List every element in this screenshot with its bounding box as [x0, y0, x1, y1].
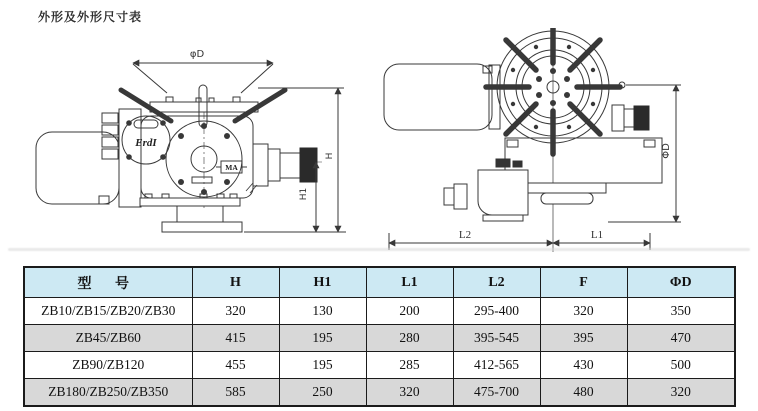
col-header-phiD: ΦD [627, 267, 735, 298]
cell: 500 [627, 352, 735, 379]
cell: 295-400 [453, 298, 540, 325]
front-dim-diameter [608, 82, 681, 222]
cell: 585 [192, 379, 279, 407]
front-dims-bottom [389, 229, 650, 250]
cell: 320 [627, 379, 735, 407]
motor-side [36, 132, 119, 204]
cell-model: ZB45/ZB60 [24, 325, 192, 352]
cell: 415 [192, 325, 279, 352]
brand-logo: ErdI [135, 137, 157, 149]
ma-badge [216, 161, 247, 173]
cell: 480 [540, 379, 627, 407]
cell: 200 [366, 298, 453, 325]
side-dim-phiD-label: φD [189, 49, 205, 60]
cell: 430 [540, 352, 627, 379]
cell: 195 [279, 325, 366, 352]
cell: 395 [540, 325, 627, 352]
cell: 470 [627, 325, 735, 352]
front-dim-phiD-label: ΦD [661, 143, 672, 159]
front-dim-L2-label: L2 [458, 229, 472, 241]
col-header-H: H [192, 267, 279, 298]
cell: 395-545 [453, 325, 540, 352]
col-header-model: 型 号 [24, 267, 192, 298]
cell: 320 [192, 298, 279, 325]
table-header-row [24, 267, 735, 298]
col-header-L1: L1 [366, 267, 453, 298]
dimension-table [23, 266, 736, 407]
front-dim-L1-label: L1 [590, 229, 604, 241]
cell: 280 [366, 325, 453, 352]
brand-cover [122, 116, 170, 164]
side-dim-H1-label: H1 [299, 187, 309, 201]
cell: 130 [279, 298, 366, 325]
cell-model: ZB180/ZB250/ZB350 [24, 379, 192, 407]
side-dim-H-label: H [325, 152, 335, 160]
dimension-drawings [0, 28, 758, 262]
cell: 475-700 [453, 379, 540, 407]
cell: 250 [279, 379, 366, 407]
cell-model: ZB90/ZB120 [24, 352, 192, 379]
table-row [24, 298, 735, 325]
cell: 285 [366, 352, 453, 379]
cell: 320 [540, 298, 627, 325]
cell: 412-565 [453, 352, 540, 379]
motor-front [384, 64, 492, 130]
base-flange [140, 194, 242, 232]
scan-artifact-line [8, 248, 750, 251]
svg-text:MA: MA [225, 163, 238, 172]
cell-model: ZB10/ZB15/ZB20/ZB30 [24, 298, 192, 325]
table-row [24, 325, 735, 352]
actuator-side-view [36, 49, 346, 232]
col-header-H1: H1 [279, 267, 366, 298]
junction-box [444, 159, 528, 221]
table-row [24, 379, 735, 407]
cell: 455 [192, 352, 279, 379]
output-shaft [246, 144, 322, 193]
cell: 320 [366, 379, 453, 407]
table-row [24, 352, 735, 379]
col-header-F: F [540, 267, 627, 298]
col-header-L2: L2 [453, 267, 540, 298]
cable-connector [612, 105, 649, 131]
cell: 350 [627, 298, 735, 325]
cell: 195 [279, 352, 366, 379]
page-title: 外形及外形尺寸表 [38, 10, 143, 24]
actuator-front-view [384, 28, 681, 252]
